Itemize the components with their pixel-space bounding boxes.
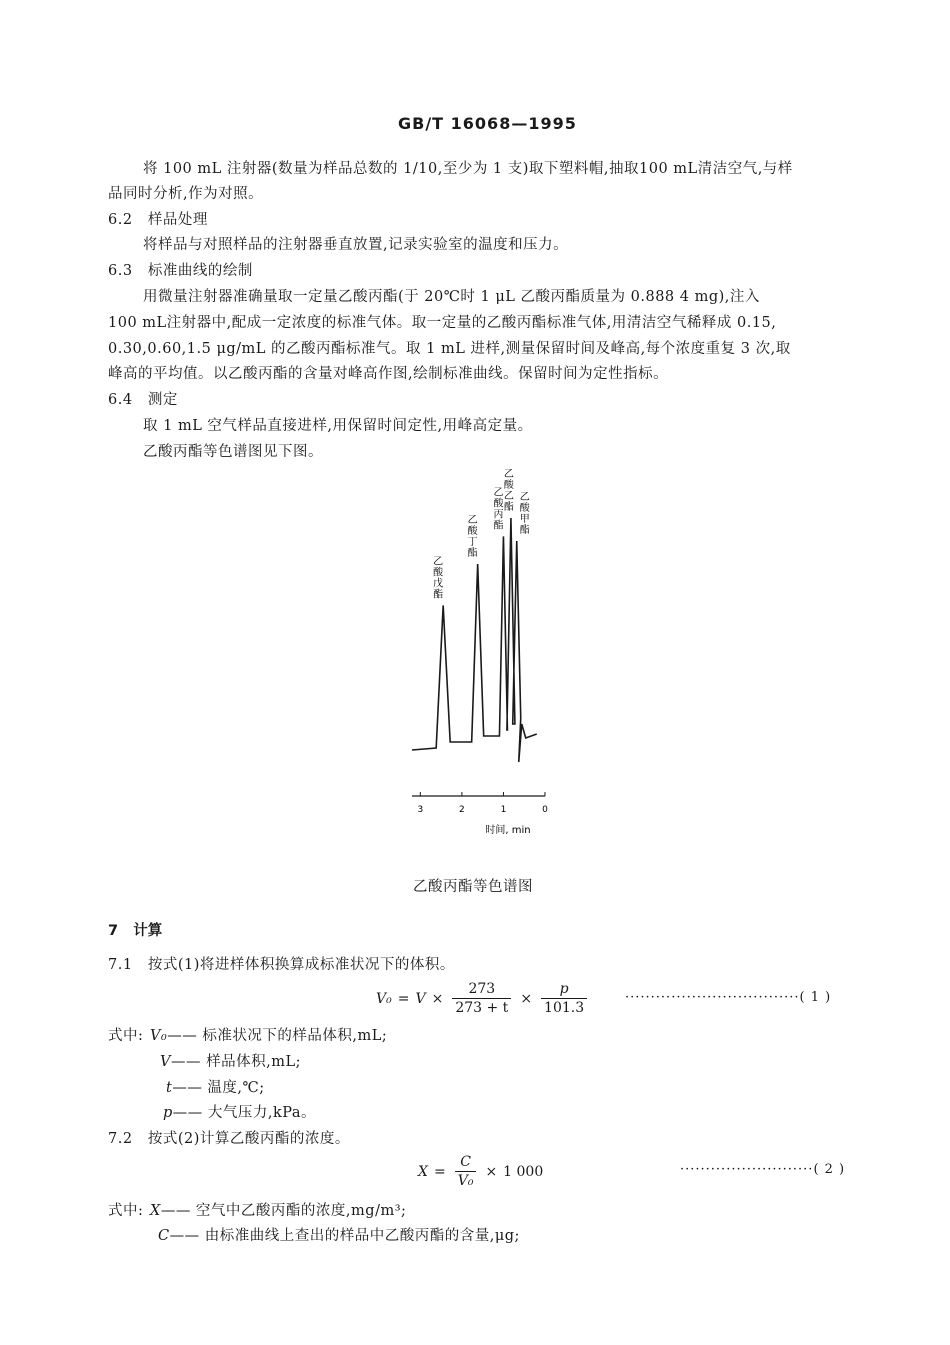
where-2-item (158, 1226, 520, 1246)
section-7-2 (108, 1129, 350, 1149)
formula-symbol: V (415, 990, 426, 1007)
var-desc: —— 由标准曲线上查出的样品中乙酸丙酯的含量,μg; (169, 1228, 520, 1244)
section-title: 测定 (147, 392, 178, 408)
fraction (455, 1153, 477, 1190)
fraction-denominator: 273 + t (455, 1000, 509, 1016)
chromatogram-chart (380, 469, 580, 850)
formula-2 (418, 1153, 543, 1190)
leader-dots: ·························· (680, 1162, 814, 1177)
intro-line-1: 将 100 mL 注射器(数量为样品总数的 1/10,至少为 1 支)取下塑料帽,抽取100 mL清洁空气,与样 (143, 161, 793, 177)
fraction-denominator: 101.3 (544, 1000, 585, 1016)
leader-dots: ·································· (625, 990, 800, 1005)
section-6-4-line-2: 乙酸丙酯等色谱图见下图。 (143, 444, 323, 460)
section-6-3-line-4: 峰高的平均值。以乙酸丙酯的含量对峰高作图,绘制标准曲线。保留时间为定性指标。 (108, 366, 669, 382)
section-6-2-body: 将样品与对照样品的注射器垂直放置,记录实验室的温度和压力。 (143, 237, 569, 253)
var-symbol: V₀ (150, 1028, 168, 1044)
where-2-prefix: 式中: (108, 1203, 144, 1219)
formula-1-leader (625, 990, 831, 1005)
section-7-1 (108, 955, 455, 975)
fraction-denominator: V₀ (457, 1173, 474, 1189)
var-desc: —— 大气压力,kPa。 (172, 1105, 317, 1121)
var-symbol: C (158, 1228, 170, 1244)
var-symbol: t (166, 1080, 173, 1096)
section-7-heading (108, 919, 162, 940)
section-6-3-line-1: 用微量注射器准确量取一定量乙酸丙酯(于 20℃时 1 μL 乙酸丙酯质量为 0.888 4 mg),注入 (143, 289, 760, 305)
x-tick-label: 3 (417, 805, 424, 815)
section-6-3-heading (108, 261, 253, 281)
peak-label: 乙酸乙酯 (503, 469, 514, 513)
var-desc: —— 标准状况下的样品体积,mL; (167, 1028, 388, 1044)
section-6-3-line-2: 100 mL注射器中,配成一定浓度的标准气体。取一定量的乙酸丙酯标准气体,用清洁空气稀释成 0.15, (108, 315, 777, 331)
section-6-2-heading (108, 210, 208, 230)
where-1-item (150, 1026, 387, 1046)
times-sign: × (431, 990, 444, 1007)
section-title: 计算 (133, 923, 163, 939)
section-number: 7.2 (108, 1131, 133, 1147)
var-symbol: X (150, 1203, 161, 1219)
var-desc: —— 空气中乙酸丙酯的浓度,mg/m³; (160, 1203, 407, 1219)
where-1-item (163, 1103, 316, 1123)
section-number: 7.1 (108, 957, 133, 973)
where-1-item (166, 1078, 265, 1098)
section-number: 6.2 (108, 212, 133, 228)
section-number: 6.3 (108, 263, 133, 279)
chart-caption: 乙酸丙酯等色谱图 (413, 879, 533, 895)
section-number: 6.4 (108, 392, 133, 408)
x-tick-label: 2 (459, 805, 465, 815)
peak-label: 乙酸甲酯 (519, 492, 530, 536)
equals-sign: = (397, 990, 410, 1007)
formula-symbol: V₀ (376, 990, 392, 1007)
var-desc: —— 样品体积,mL; (170, 1054, 301, 1070)
section-text: 按式(1)将进样体积换算成标准状况下的体积。 (147, 957, 455, 973)
x-tick-label: 0 (542, 805, 548, 815)
peak-label: 乙酸丙酯 (493, 487, 504, 532)
where-1-item (160, 1052, 301, 1072)
where-2-item (150, 1201, 406, 1221)
section-6-3-line-3: 0.30,0.60,1.5 μg/mL 的乙酸丙酯标准气。取 1 mL 进样,测量保留时间及峰高,每个浓度重复 3 次,取 (108, 341, 791, 357)
section-title: 标准曲线的绘制 (147, 263, 253, 279)
x-tick-label: 1 (500, 805, 507, 815)
section-text: 按式(2)计算乙酸丙酯的浓度。 (147, 1131, 350, 1147)
var-desc: —— 温度,℃; (172, 1080, 265, 1096)
peak-label: 乙酸戊酯 (433, 556, 444, 601)
section-6-4-line-1: 取 1 mL 空气样品直接进样,用保留时间定性,用峰高定量。 (143, 418, 533, 434)
intro-line-2: 品同时分析,作为对照。 (108, 186, 264, 202)
fraction-numerator: p (541, 980, 587, 999)
x-axis-label: 时间, min (485, 825, 531, 836)
peak-label: 乙酸丁酯 (467, 515, 478, 559)
factor: 1 000 (503, 1163, 544, 1180)
var-symbol: V (160, 1054, 171, 1070)
fraction-numerator: C (455, 1153, 477, 1172)
standard-number: GB/T 16068—1995 (398, 114, 577, 133)
formula-number: ( 2 ) (813, 1162, 846, 1177)
formula-2-leader (680, 1162, 845, 1177)
formula-number: ( 1 ) (799, 990, 832, 1005)
where-1-prefix: 式中: (108, 1028, 144, 1044)
var-symbol: p (163, 1105, 173, 1121)
fraction (452, 980, 511, 1017)
fraction (541, 980, 587, 1017)
times-sign: × (520, 990, 533, 1007)
section-title: 样品处理 (147, 212, 208, 228)
equals-sign: = (433, 1163, 446, 1180)
times-sign: × (485, 1163, 498, 1180)
formula-1 (376, 980, 590, 1017)
formula-symbol: X (418, 1163, 428, 1180)
fraction-numerator: 273 (452, 980, 511, 999)
section-number: 7 (108, 923, 119, 939)
section-6-4-heading (108, 390, 178, 410)
